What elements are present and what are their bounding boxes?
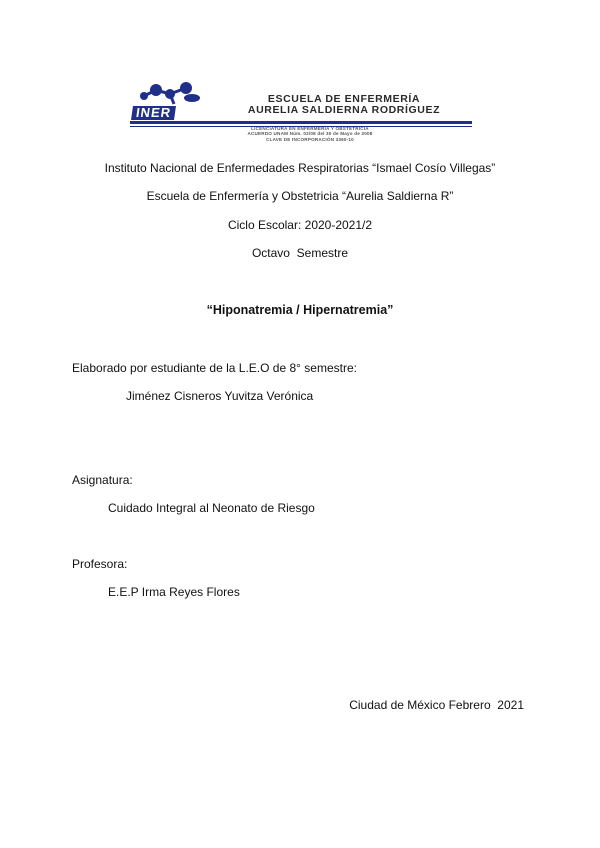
logo-school-line-2: AURELIA SALDIERNA RODRÍGUEZ [247, 104, 441, 116]
logo-school-line-1: ESCUELA DE ENFERMERÍA [267, 93, 421, 105]
logo-acronym: INER [131, 106, 176, 120]
subject-label: Asignatura: [72, 473, 133, 487]
prepared-by-label: Elaborado por estudiante de la L.E.O de 8° semestre: [72, 361, 357, 375]
institute-name: Instituto Nacional de Enfermedades Respiratorias “Ismael Cosío Villegas” [104, 161, 496, 175]
school-name: Escuela de Enfermería y Obstetricia “Aurelia Saldierna R” [146, 189, 454, 203]
teacher-label: Profesora: [72, 557, 128, 571]
school-cycle: Ciclo Escolar: 2020-2021/2 [227, 218, 373, 232]
place-and-date: Ciudad de México Febrero 2021 [349, 698, 524, 712]
logo-fineprint-line-3: CLAVE DE INCORPORACIÓN 3360-10 [266, 136, 354, 142]
logo-fineprint-line-2: ACUERDO UNAM Núm. 02/08 del 30 de Mayo de 2008 [247, 131, 373, 137]
document-title: “Hiponatremia / Hipernatremia” [206, 303, 394, 317]
semester: Octavo Semestre [251, 246, 349, 260]
logo-accreditation-text [190, 126, 430, 142]
logo-divider-thick [130, 121, 472, 124]
logo-fineprint-line-1: LICENCIATURA EN ENFERMERÍA Y OBSTETRICIA [251, 126, 369, 131]
teacher-name: E.E.P Irma Reyes Flores [108, 585, 240, 599]
logo-school-name [218, 94, 470, 116]
student-name: Jiménez Cisneros Yuvitza Verónica [126, 389, 314, 403]
subject-name: Cuidado Integral al Neonato de Riesgo [108, 501, 315, 515]
school-logo-header [130, 80, 472, 142]
